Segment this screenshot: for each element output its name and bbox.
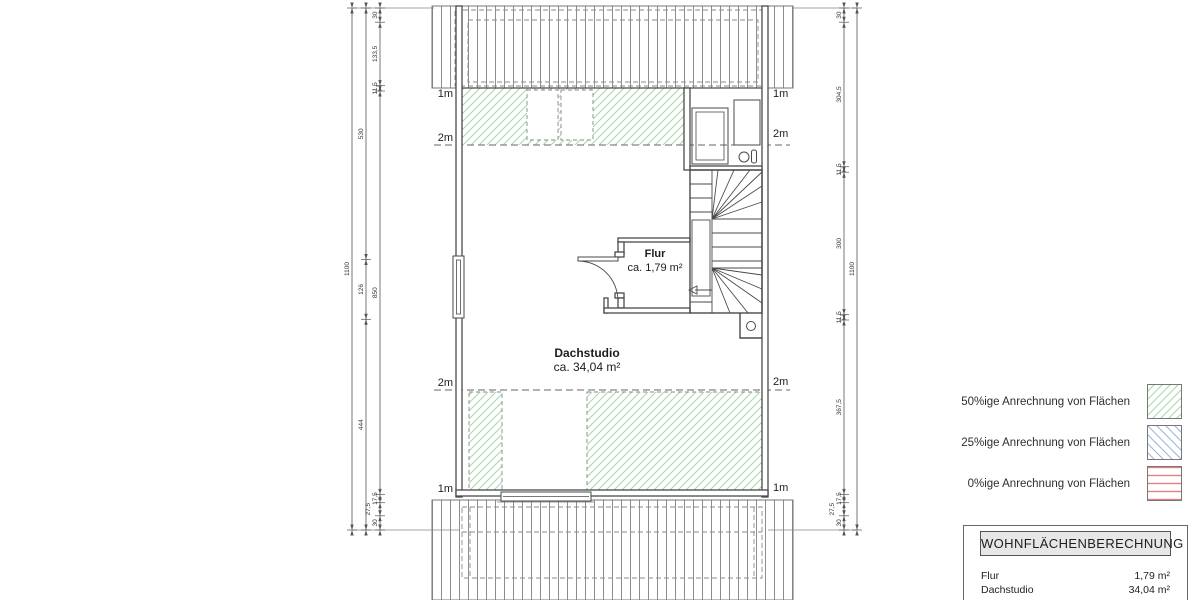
svg-text:367,5: 367,5 [836,399,843,416]
contour-label-1m-bottom-right: 1m [773,482,789,494]
area-row-value: 34,04 m² [1128,584,1170,596]
flur-door [578,257,618,301]
skylight-right [561,90,593,140]
shower [692,108,728,164]
legend-swatch-red-lines-icon [1147,466,1182,501]
svg-text:300: 300 [836,237,843,249]
contour-label-2m-top-left: 2m [437,132,453,144]
svg-text:17,5: 17,5 [836,492,843,505]
svg-text:133,5: 133,5 [372,45,379,63]
svg-text:27,5: 27,5 [829,502,836,516]
legend-row-50 [961,384,1182,419]
contour-label-1m-bottom-left: 1m [437,483,453,495]
window-bottom [497,492,594,502]
room-label-dachstudio: Dachstudio [554,346,620,360]
cistern [752,150,757,163]
area-calculation-table [963,525,1188,600]
room-label-flur: Flur [644,248,666,260]
skylight-left [527,90,558,140]
svg-text:444: 444 [358,419,365,431]
svg-text:11,5: 11,5 [836,311,843,324]
area-table-row-dachstudio [981,583,1170,597]
legend-swatch-blue-hatch-icon [1147,425,1182,460]
room-area-flur: ca. 1,79 m² [627,262,683,274]
svg-text:27,5: 27,5 [365,502,372,516]
area-table-rows [981,569,1170,597]
svg-text:1100: 1100 [344,262,351,276]
svg-text:850: 850 [372,287,379,299]
green-area-top [462,88,684,145]
legend-swatch-green-hatch-icon [1147,384,1182,419]
door-leaf [578,257,618,261]
contour-label-1m-top-left: 1m [437,88,453,100]
legend-label-0: 0%ige Anrechnung von Flächen [967,477,1130,490]
svg-text:17,5: 17,5 [372,492,379,505]
svg-text:30: 30 [836,11,843,19]
legend-row-25 [961,425,1182,460]
area-row-value: 1,79 m² [1134,570,1170,582]
contour-label-2m-top-right: 2m [773,128,789,140]
svg-text:11,5: 11,5 [372,82,379,95]
legend-label-25: 25%ige Anrechnung von Flächen [961,436,1130,449]
roof-band-bottom [432,500,793,600]
svg-text:30: 30 [372,519,379,527]
svg-text:11,5: 11,5 [836,163,843,176]
wc-circle [739,152,749,162]
contour-label-1m-top-right: 1m [773,88,789,100]
svg-text:530: 530 [358,128,365,140]
svg-text:1100: 1100 [849,262,856,276]
door-arc [578,261,618,301]
room-area-dachstudio: ca. 34,04 m² [553,360,621,374]
area-table-row-flur [981,569,1170,583]
window-left [453,256,464,318]
svg-text:30: 30 [836,519,843,527]
contour-label-2m-bottom-left: 2m [437,377,453,389]
stairs [689,170,762,313]
svg-text:30: 30 [372,11,379,19]
legend-label-50: 50%ige Anrechnung von Flächen [961,395,1130,408]
contour-label-2m-bottom-right: 2m [773,376,789,388]
roof-band-top [432,6,793,88]
closet [734,100,760,145]
area-row-label: Dachstudio [981,584,1034,596]
green-area-bottom [469,392,762,491]
area-table-title: WOHNFLÄCHENBERECHNUNG [980,531,1171,556]
svg-text:126: 126 [358,283,365,295]
area-row-label: Flur [981,570,1000,582]
pipe-circle [747,322,756,331]
svg-text:304,5: 304,5 [836,86,843,103]
legend-row-0 [968,466,1182,501]
